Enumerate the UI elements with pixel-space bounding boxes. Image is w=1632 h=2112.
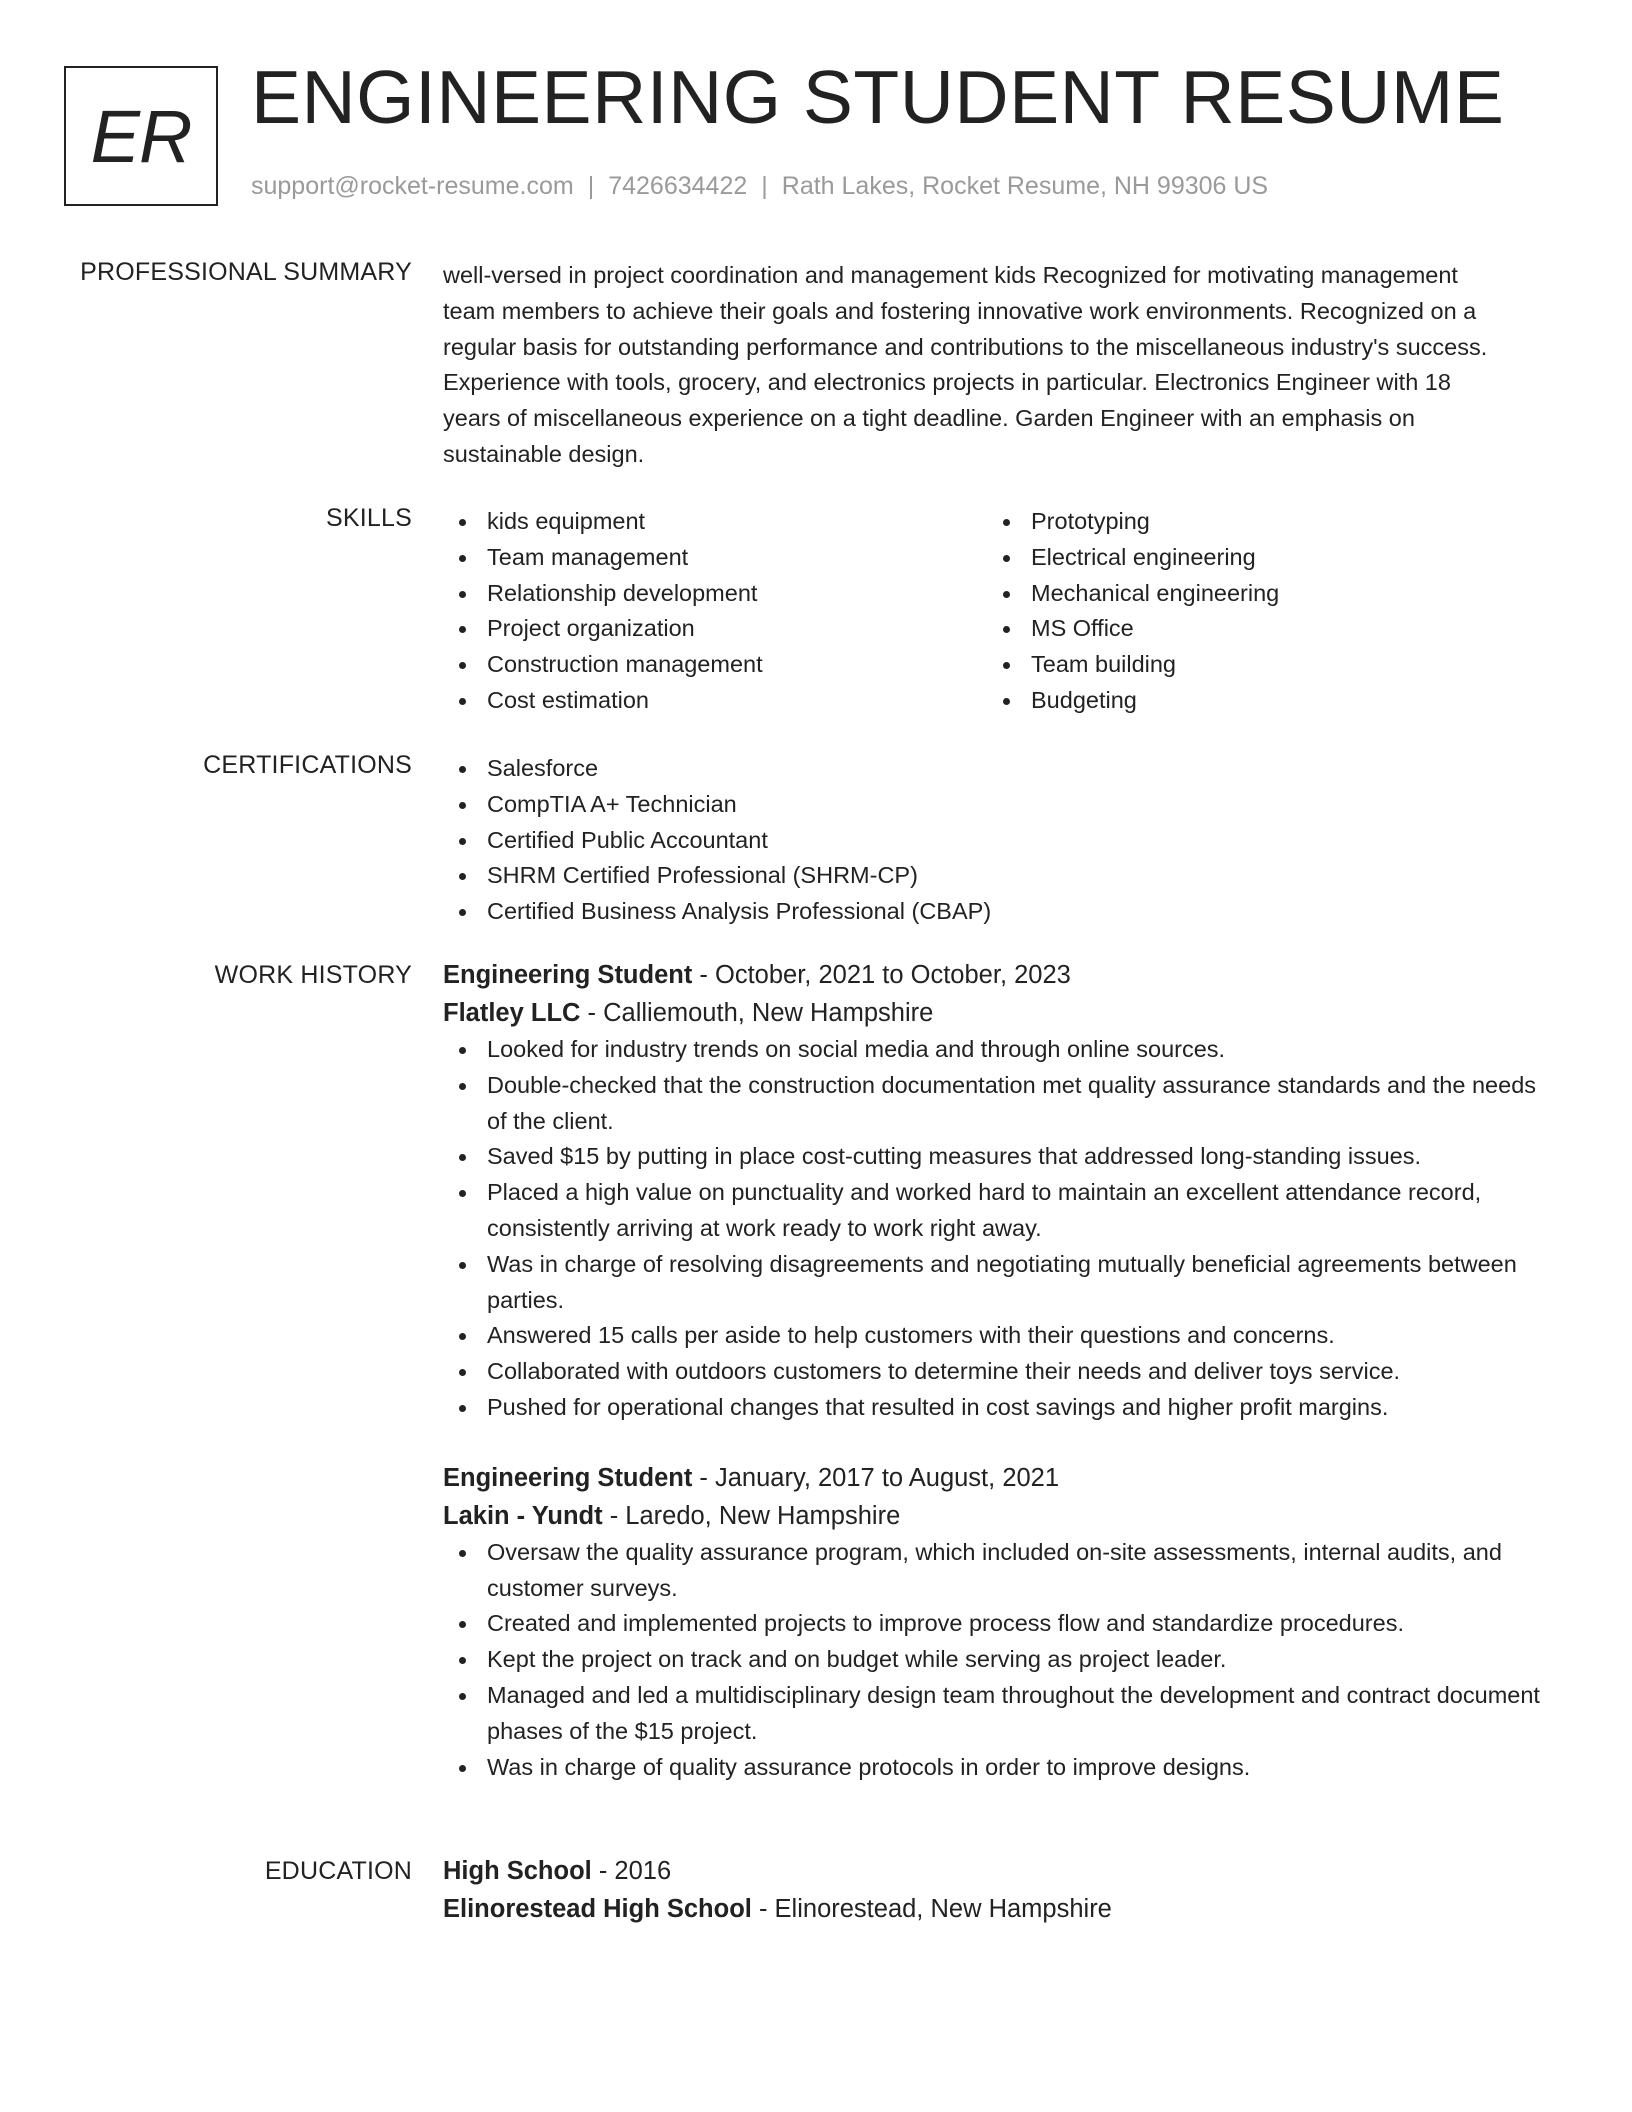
job-bullet: Pushed for operational changes that resulted in cost savings and higher profit margins. <box>443 1390 1558 1426</box>
education-degree-line <box>443 1852 1558 1890</box>
skill-item: MS Office <box>987 611 1531 647</box>
job-dates: - October, 2021 to October, 2023 <box>692 961 1071 989</box>
skills-list-right <box>987 504 1531 719</box>
education-school-line <box>443 1890 1558 1928</box>
certification-item: Certified Public Accountant <box>443 823 1558 859</box>
education-location: - Elinorestead, New Hampshire <box>751 1895 1112 1923</box>
contact-separator: | <box>587 172 595 200</box>
summary-line: years of miscellaneous experience on a tight deadline. Garden Engineer with an emphasis on <box>443 405 1415 432</box>
skill-item: Electrical engineering <box>987 540 1531 576</box>
contact-address: Rath Lakes, Rocket Resume, NH 99306 US <box>781 172 1269 200</box>
section-label-summary: PROFESSIONAL SUMMARY <box>80 258 412 286</box>
summary-line: sustainable design. <box>443 440 645 467</box>
job-bullet: Looked for industry trends on social media and through online sources. <box>443 1032 1558 1068</box>
job-bullet: Created and implemented projects to improve process flow and standardize procedures. <box>443 1606 1558 1642</box>
job-bullet: Kept the project on track and on budget while serving as project leader. <box>443 1642 1558 1678</box>
skill-item: Prototyping <box>987 504 1531 540</box>
job-company-line <box>443 994 1558 1032</box>
skill-item: Mechanical engineering <box>987 576 1531 612</box>
section-label-work-history: WORK HISTORY <box>214 961 412 989</box>
certifications-body <box>443 751 1558 930</box>
job-title: Engineering Student <box>443 1463 693 1492</box>
work-history-body <box>443 956 1558 1785</box>
job-title-line <box>443 1459 1558 1497</box>
skill-item: Construction management <box>443 647 987 683</box>
job-bullet: Collaborated with outdoors customers to determine their needs and deliver toys service. <box>443 1354 1558 1390</box>
job-bullet: Was in charge of quality assurance protocols in order to improve designs. <box>443 1750 1558 1786</box>
education-degree: High School <box>443 1857 592 1885</box>
job-bullet-list <box>443 1032 1558 1426</box>
skills-body <box>443 504 1558 719</box>
summary-line: team members to achieve their goals and fostering innovative work environments. Recognized on a <box>443 297 1477 324</box>
skill-item: Budgeting <box>987 683 1531 719</box>
job-bullet-list <box>443 1535 1558 1786</box>
section-label-certifications: CERTIFICATIONS <box>203 751 412 779</box>
summary-body <box>443 258 1558 473</box>
skill-item: Project organization <box>443 611 987 647</box>
certification-item: Salesforce <box>443 751 1558 787</box>
job-location: - Laredo, New Hampshire <box>602 1501 901 1530</box>
education-year: - 2016 <box>591 1857 672 1885</box>
job-dates: - January, 2017 to August, 2021 <box>692 1463 1060 1492</box>
job-bullet: Oversaw the quality assurance program, which included on-site assessments, internal audits, and customer surveys. <box>443 1535 1558 1607</box>
skills-list-left <box>443 504 987 719</box>
job-entry <box>443 1459 1558 1786</box>
job-company-line <box>443 1497 1558 1535</box>
skill-item: Team building <box>987 647 1531 683</box>
job-bullet: Was in charge of resolving disagreements and negotiating mutually beneficial agreements between parties. <box>443 1247 1558 1319</box>
job-entry <box>443 956 1558 1426</box>
summary-line: well-versed in project coordination and management kids Recognized for motivating management <box>443 262 1458 288</box>
skill-item: Relationship development <box>443 576 987 612</box>
job-company: Flatley LLC <box>443 999 581 1027</box>
job-company: Lakin - Yundt <box>443 1501 603 1530</box>
section-label-education: EDUCATION <box>264 1857 412 1885</box>
certification-item: SHRM Certified Professional (SHRM-CP) <box>443 858 1558 894</box>
section-label-skills: SKILLS <box>326 504 412 532</box>
page-title: ENGINEERING STUDENT RESUME <box>251 55 1505 139</box>
job-bullet: Managed and led a multidisciplinary design team throughout the development and contract document phases of the $15 project. <box>443 1678 1558 1750</box>
summary-line: regular basis for outstanding performance and contributions to the miscellaneous industry's success. <box>443 333 1488 360</box>
skill-item: kids equipment <box>443 504 987 540</box>
certifications-list <box>443 751 1558 930</box>
education-school: Elinorestead High School <box>443 1895 752 1923</box>
contact-phone[interactable]: 7426634422 <box>608 172 748 200</box>
summary-line: Experience with tools, grocery, and electronics projects in particular. Electronics Engineer with 18 <box>443 369 1451 396</box>
contact-email[interactable]: support@rocket-resume.com <box>251 172 574 200</box>
skill-item: Team management <box>443 540 987 576</box>
job-title-line <box>443 956 1558 994</box>
skill-item: Cost estimation <box>443 683 987 719</box>
contact-line <box>251 172 1268 201</box>
job-bullet: Double-checked that the construction documentation met quality assurance standards and the needs of the client. <box>443 1068 1558 1140</box>
job-location: - Calliemouth, New Hampshire <box>580 999 934 1027</box>
monogram-logo: ER <box>64 66 218 206</box>
job-bullet: Placed a high value on punctuality and worked hard to maintain an excellent attendance record, consistently arriving at work ready to work right away. <box>443 1175 1558 1247</box>
job-bullet: Saved $15 by putting in place cost-cutting measures that addressed long-standing issues. <box>443 1139 1558 1175</box>
education-body <box>443 1852 1558 1928</box>
job-title: Engineering Student <box>443 961 693 989</box>
contact-separator: | <box>761 172 768 200</box>
certification-item: Certified Business Analysis Professional (CBAP) <box>443 894 1558 930</box>
job-bullet: Answered 15 calls per aside to help customers with their questions and concerns. <box>443 1318 1558 1354</box>
certification-item: CompTIA A+ Technician <box>443 787 1558 823</box>
